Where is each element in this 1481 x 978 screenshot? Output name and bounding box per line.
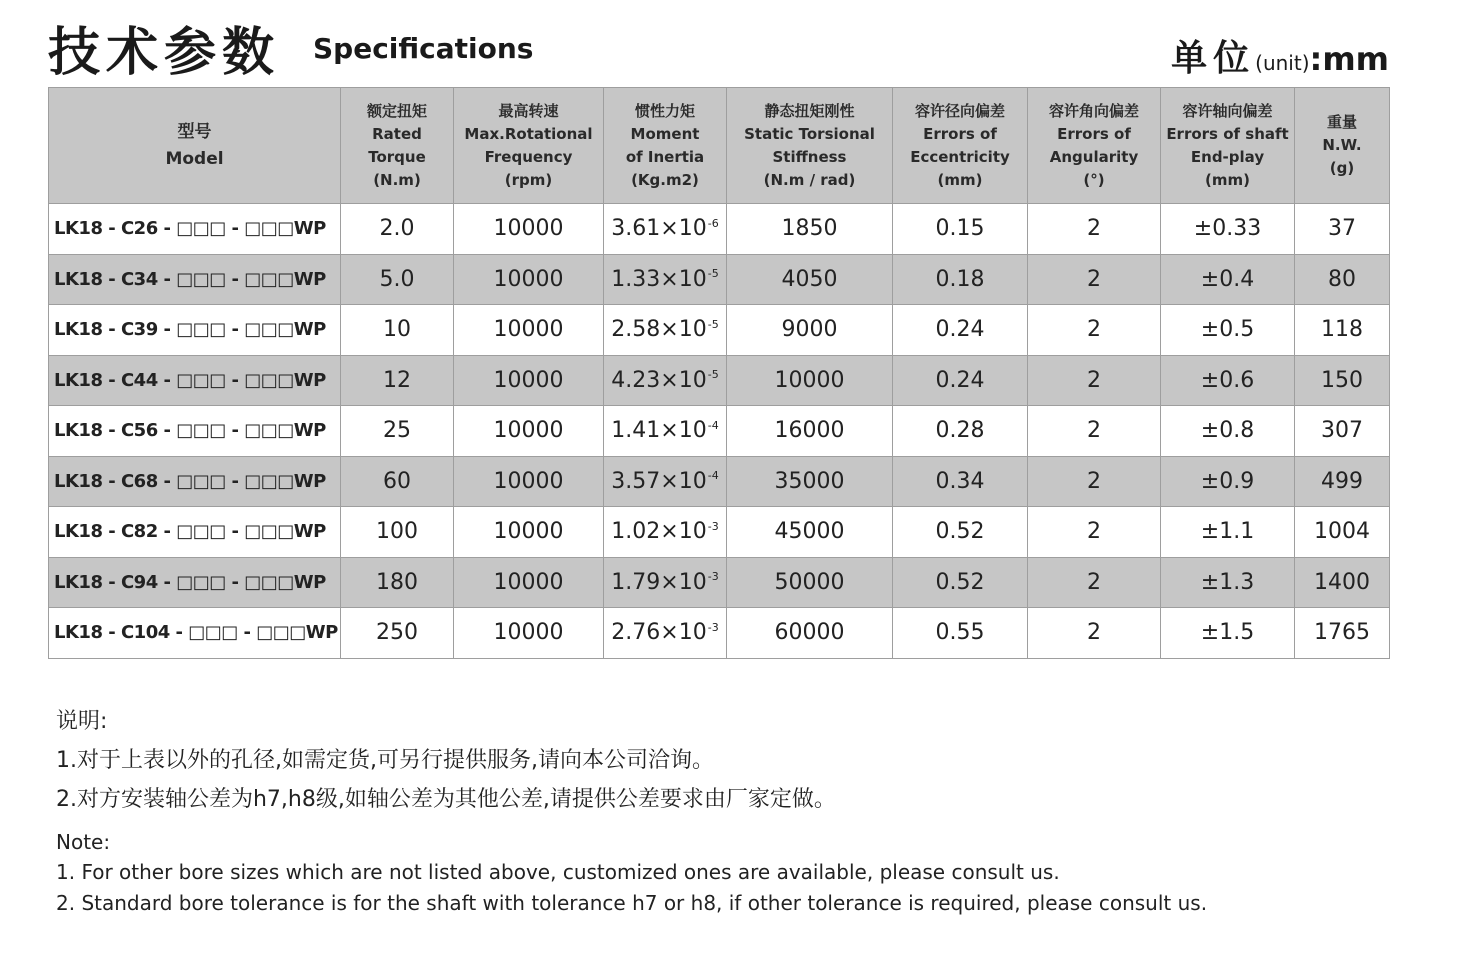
cell-angularity: 2 bbox=[1028, 254, 1161, 305]
cell-torque: 12 bbox=[341, 355, 454, 406]
table-row bbox=[49, 355, 1390, 406]
note-cn-2: 2.对方安装轴公差为h7,h8级,如轴公差为其他公差,请提供公差要求由厂家定做。 bbox=[56, 787, 836, 812]
cell-eccentricity: 0.18 bbox=[893, 254, 1028, 305]
notes-heading-cn: 说明: bbox=[56, 709, 108, 734]
cell-torque: 5.0 bbox=[341, 254, 454, 305]
inertia-mantissa: 2.58 bbox=[611, 317, 661, 343]
cell-end-play: ±0.33 bbox=[1161, 204, 1295, 255]
cell-stiffness: 1850 bbox=[727, 204, 893, 255]
note-en-1: 1. For other bore sizes which are not listed above, customized ones are available, please consult us. bbox=[56, 860, 1060, 884]
inertia-times: ×10 bbox=[660, 620, 707, 646]
cell-torque: 60 bbox=[341, 456, 454, 507]
header-angularity bbox=[1028, 88, 1161, 204]
header-line: (Kg.m2) bbox=[631, 170, 699, 189]
cell-stiffness: 16000 bbox=[727, 406, 893, 457]
cell-torque: 10 bbox=[341, 305, 454, 356]
header-eccentricity bbox=[893, 88, 1028, 204]
cell-weight: 37 bbox=[1295, 204, 1390, 255]
header-line: Model bbox=[165, 148, 224, 169]
cell-inertia bbox=[604, 557, 727, 608]
inertia-times: ×10 bbox=[660, 569, 707, 595]
cell-speed: 10000 bbox=[454, 204, 604, 255]
header-line: Moment bbox=[630, 124, 700, 143]
inertia-mantissa: 1.41 bbox=[611, 418, 661, 444]
cell-angularity: 2 bbox=[1028, 355, 1161, 406]
cell-end-play: ±0.6 bbox=[1161, 355, 1295, 406]
inertia-exponent: -4 bbox=[707, 469, 719, 483]
cell-eccentricity: 0.24 bbox=[893, 355, 1028, 406]
inertia-mantissa: 1.79 bbox=[611, 569, 661, 595]
cell-stiffness: 4050 bbox=[727, 254, 893, 305]
header-line: Frequency bbox=[484, 147, 573, 166]
cell-speed: 10000 bbox=[454, 305, 604, 356]
cell-model: LK18 - C82 - □□□ - □□□WP bbox=[49, 507, 341, 558]
cell-inertia bbox=[604, 254, 727, 305]
header-max-speed bbox=[454, 88, 604, 204]
inertia-times: ×10 bbox=[660, 519, 707, 545]
cell-stiffness: 50000 bbox=[727, 557, 893, 608]
header-line: (rpm) bbox=[504, 170, 553, 189]
cell-angularity: 2 bbox=[1028, 507, 1161, 558]
header-line: Errors of bbox=[923, 124, 997, 143]
spec-table bbox=[48, 87, 1390, 659]
inertia-exponent: -5 bbox=[707, 267, 719, 281]
inertia-times: ×10 bbox=[660, 367, 707, 393]
header-line: (mm) bbox=[937, 170, 983, 189]
inertia-exponent: -3 bbox=[707, 570, 719, 584]
inertia-exponent: -3 bbox=[707, 620, 719, 634]
header-line: (N.m) bbox=[373, 170, 421, 189]
header-line: Stiffness bbox=[772, 147, 847, 166]
cell-speed: 10000 bbox=[454, 507, 604, 558]
header-end-play bbox=[1161, 88, 1295, 204]
cell-weight: 499 bbox=[1295, 456, 1390, 507]
cell-inertia bbox=[604, 456, 727, 507]
cell-stiffness: 60000 bbox=[727, 608, 893, 659]
header-line: Errors of bbox=[1057, 124, 1131, 143]
cell-angularity: 2 bbox=[1028, 305, 1161, 356]
cell-weight: 150 bbox=[1295, 355, 1390, 406]
table-row bbox=[49, 305, 1390, 356]
header-line: 最高转速 bbox=[498, 101, 559, 120]
header-line: 重量 bbox=[1326, 113, 1357, 131]
cell-end-play: ±1.1 bbox=[1161, 507, 1295, 558]
header-weight bbox=[1295, 88, 1390, 204]
header-line: N.W. bbox=[1322, 136, 1362, 154]
header-line: Angularity bbox=[1049, 147, 1139, 166]
unit-value: mm bbox=[1322, 40, 1389, 78]
cell-weight: 1004 bbox=[1295, 507, 1390, 558]
inertia-times: ×10 bbox=[660, 468, 707, 494]
cell-end-play: ±0.5 bbox=[1161, 305, 1295, 356]
notes-heading-en: Note: bbox=[56, 830, 111, 854]
unit-label-en: (unit) bbox=[1255, 51, 1310, 75]
cell-eccentricity: 0.55 bbox=[893, 608, 1028, 659]
cell-angularity: 2 bbox=[1028, 557, 1161, 608]
cell-weight: 1765 bbox=[1295, 608, 1390, 659]
header-line: End-play bbox=[1190, 147, 1265, 166]
cell-inertia bbox=[604, 608, 727, 659]
header-model bbox=[49, 88, 341, 204]
cell-weight: 118 bbox=[1295, 305, 1390, 356]
inertia-mantissa: 3.57 bbox=[611, 468, 661, 494]
inertia-times: ×10 bbox=[660, 418, 707, 444]
cell-inertia bbox=[604, 507, 727, 558]
inertia-times: ×10 bbox=[660, 317, 707, 343]
table-row bbox=[49, 204, 1390, 255]
cell-inertia bbox=[604, 305, 727, 356]
cell-speed: 10000 bbox=[454, 355, 604, 406]
cell-model: LK18 - C104 - □□□ - □□□WP bbox=[49, 608, 341, 659]
header-line: of Inertia bbox=[625, 147, 705, 166]
header-line: Static Torsional bbox=[744, 124, 875, 143]
inertia-mantissa: 2.76 bbox=[611, 620, 661, 646]
cell-model: LK18 - C56 - □□□ - □□□WP bbox=[49, 406, 341, 457]
cell-eccentricity: 0.24 bbox=[893, 305, 1028, 356]
cell-end-play: ±1.5 bbox=[1161, 608, 1295, 659]
inertia-mantissa: 1.02 bbox=[611, 519, 661, 545]
header-line: (mm) bbox=[1205, 170, 1250, 189]
cell-model: LK18 - C39 - □□□ - □□□WP bbox=[49, 305, 341, 356]
cell-inertia bbox=[604, 406, 727, 457]
header-line: (°) bbox=[1083, 170, 1105, 189]
cell-weight: 1400 bbox=[1295, 557, 1390, 608]
inertia-exponent: -6 bbox=[707, 216, 719, 230]
header-line: Torque bbox=[368, 147, 426, 166]
cell-torque: 250 bbox=[341, 608, 454, 659]
cell-eccentricity: 0.15 bbox=[893, 204, 1028, 255]
unit-label-cn: 单位 bbox=[1171, 38, 1256, 79]
cell-torque: 180 bbox=[341, 557, 454, 608]
table-row bbox=[49, 456, 1390, 507]
cell-weight: 80 bbox=[1295, 254, 1390, 305]
cell-torque: 100 bbox=[341, 507, 454, 558]
cell-inertia bbox=[604, 355, 727, 406]
cell-speed: 10000 bbox=[454, 608, 604, 659]
table-row bbox=[49, 254, 1390, 305]
cell-angularity: 2 bbox=[1028, 608, 1161, 659]
cell-model: LK18 - C68 - □□□ - □□□WP bbox=[49, 456, 341, 507]
cell-end-play: ±0.8 bbox=[1161, 406, 1295, 457]
header-stiffness bbox=[727, 88, 893, 204]
header-rated-torque bbox=[341, 88, 454, 204]
unit-label bbox=[1171, 30, 1389, 81]
inertia-mantissa: 4.23 bbox=[611, 367, 661, 393]
cell-model: LK18 - C26 - □□□ - □□□WP bbox=[49, 204, 341, 255]
header-line: Eccentricity bbox=[910, 147, 1010, 166]
cell-torque: 25 bbox=[341, 406, 454, 457]
header-line: (N.m / rad) bbox=[763, 170, 856, 189]
cell-speed: 10000 bbox=[454, 557, 604, 608]
table-row bbox=[49, 557, 1390, 608]
table-row bbox=[49, 507, 1390, 558]
cell-eccentricity: 0.52 bbox=[893, 557, 1028, 608]
cell-stiffness: 45000 bbox=[727, 507, 893, 558]
cell-end-play: ±0.4 bbox=[1161, 254, 1295, 305]
inertia-exponent: -4 bbox=[707, 418, 719, 432]
cell-stiffness: 9000 bbox=[727, 305, 893, 356]
cell-inertia bbox=[604, 204, 727, 255]
cell-end-play: ±1.3 bbox=[1161, 557, 1295, 608]
cell-eccentricity: 0.52 bbox=[893, 507, 1028, 558]
inertia-mantissa: 3.61 bbox=[611, 216, 661, 242]
cell-stiffness: 10000 bbox=[727, 355, 893, 406]
cell-speed: 10000 bbox=[454, 456, 604, 507]
cell-stiffness: 35000 bbox=[727, 456, 893, 507]
header-line: 静态扭矩刚性 bbox=[764, 101, 855, 120]
inertia-times: ×10 bbox=[660, 216, 707, 242]
notes-section bbox=[56, 702, 1207, 919]
page-title-cn: 技术参数 bbox=[48, 23, 281, 83]
cell-model: LK18 - C94 - □□□ - □□□WP bbox=[49, 557, 341, 608]
header-line: Rated bbox=[372, 124, 422, 143]
cell-model: LK18 - C34 - □□□ - □□□WP bbox=[49, 254, 341, 305]
cell-angularity: 2 bbox=[1028, 456, 1161, 507]
cell-end-play: ±0.9 bbox=[1161, 456, 1295, 507]
unit-separator: : bbox=[1309, 40, 1323, 78]
cell-speed: 10000 bbox=[454, 254, 604, 305]
inertia-exponent: -5 bbox=[707, 368, 719, 382]
cell-angularity: 2 bbox=[1028, 406, 1161, 457]
header-inertia bbox=[604, 88, 727, 204]
header-line: (g) bbox=[1329, 159, 1355, 177]
header-line: Max.Rotational bbox=[464, 124, 593, 143]
cell-angularity: 2 bbox=[1028, 204, 1161, 255]
inertia-exponent: -3 bbox=[707, 519, 719, 533]
table-row bbox=[49, 406, 1390, 457]
header-line: 惯性力矩 bbox=[634, 101, 695, 120]
header-line: 容许轴向偏差 bbox=[1182, 101, 1273, 120]
cell-eccentricity: 0.34 bbox=[893, 456, 1028, 507]
page-title-en: Specifications bbox=[313, 32, 534, 65]
note-en-2: 2. Standard bore tolerance is for the shaft with tolerance h7 or h8, if other tolerance is required, please consult us. bbox=[56, 891, 1208, 915]
table-row bbox=[49, 608, 1390, 659]
cell-model: LK18 - C44 - □□□ - □□□WP bbox=[49, 355, 341, 406]
cell-weight: 307 bbox=[1295, 406, 1390, 457]
inertia-exponent: -5 bbox=[707, 317, 719, 331]
header-line: 型号 bbox=[177, 121, 212, 142]
header-line: 容许角向偏差 bbox=[1048, 101, 1139, 120]
cell-eccentricity: 0.28 bbox=[893, 406, 1028, 457]
note-cn-1: 1.对于上表以外的孔径,如需定货,可另行提供服务,请向本公司洽询。 bbox=[56, 748, 714, 773]
header-line: 容许径向偏差 bbox=[914, 101, 1005, 120]
header-line: 额定扭矩 bbox=[366, 101, 427, 120]
cell-torque: 2.0 bbox=[341, 204, 454, 255]
cell-speed: 10000 bbox=[454, 406, 604, 457]
inertia-times: ×10 bbox=[660, 266, 707, 292]
header-line: Errors of shaft bbox=[1166, 124, 1289, 143]
inertia-mantissa: 1.33 bbox=[611, 266, 661, 292]
table-header-row bbox=[49, 88, 1390, 204]
